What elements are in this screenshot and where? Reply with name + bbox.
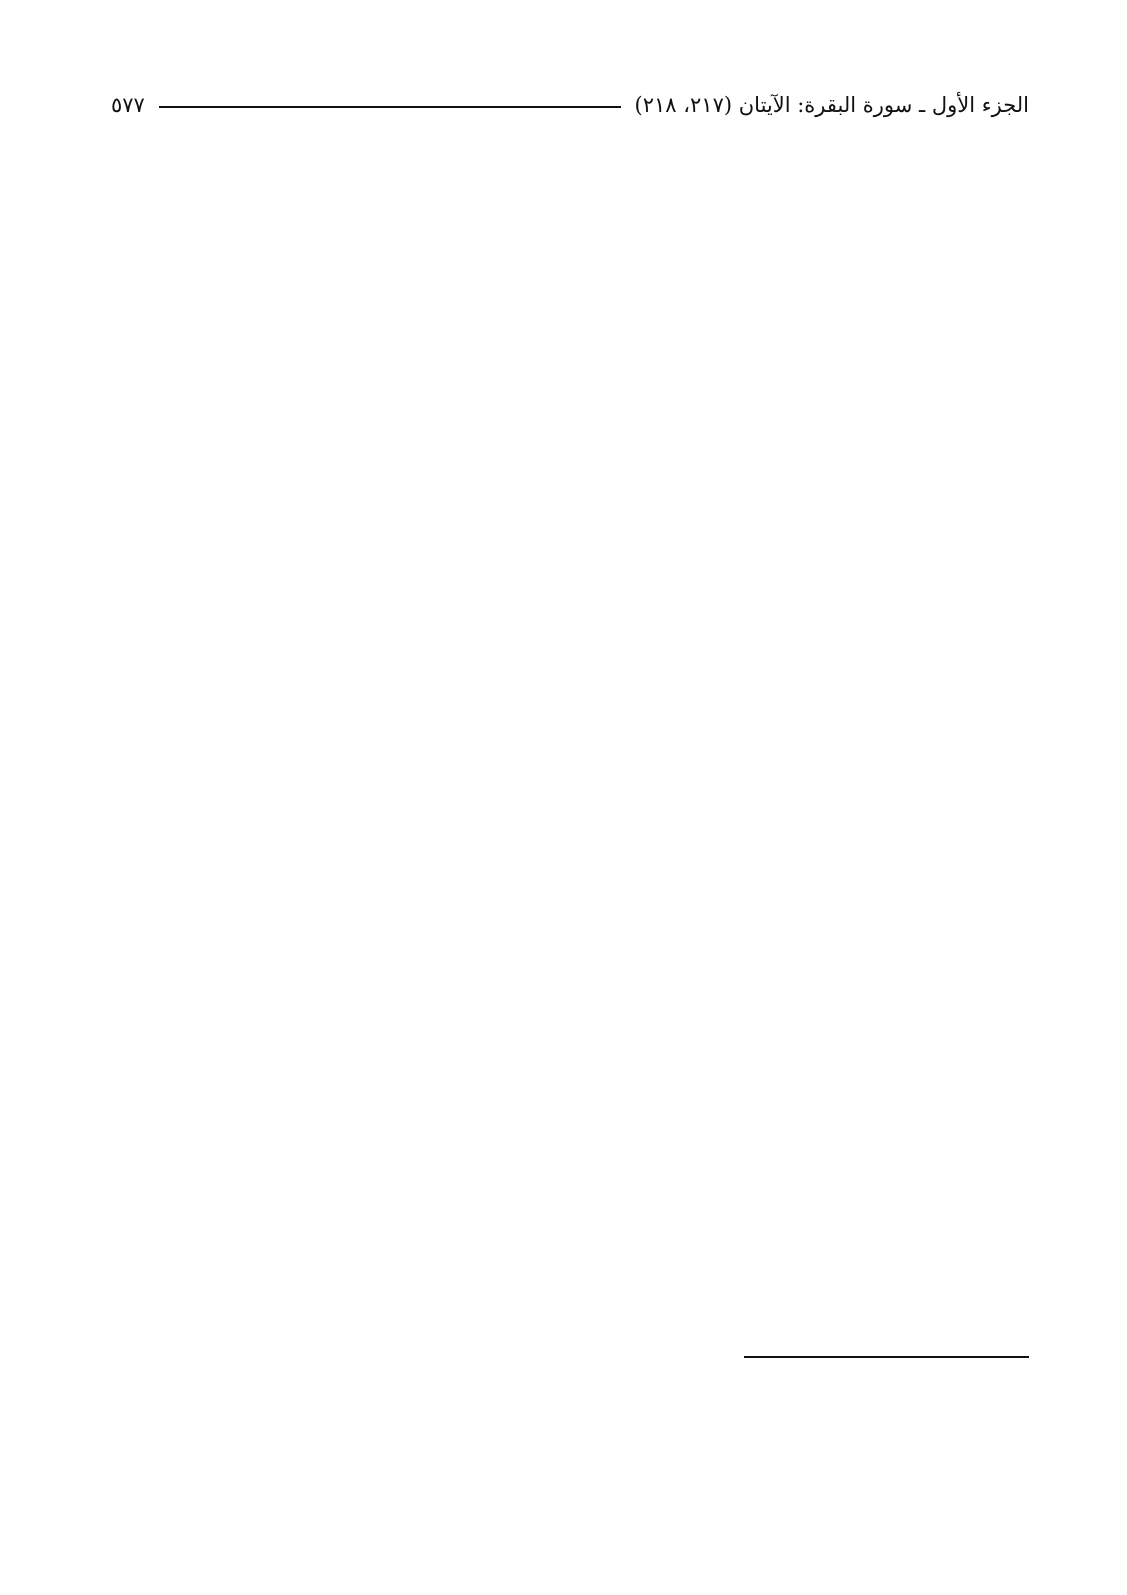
paragraph — [111, 550, 1029, 620]
header-rule — [159, 106, 621, 108]
paragraph — [111, 632, 1029, 702]
running-title: الجزء الأول ـ سورة البقرة: الآيتان (٢١٧، ٢١٨) — [634, 93, 1029, 117]
paragraph — [111, 796, 1029, 866]
paragraph — [111, 140, 1029, 210]
paragraph — [111, 468, 1029, 538]
page-header — [111, 88, 1029, 122]
paragraph — [111, 878, 1029, 948]
paragraph — [111, 304, 1029, 374]
paragraph — [111, 386, 1029, 456]
paragraph — [111, 714, 1029, 784]
page-body — [111, 140, 1029, 1355]
page-number: ٥٧٧ — [111, 93, 145, 117]
paragraph — [111, 222, 1029, 292]
footnote-separator — [744, 1356, 1029, 1358]
